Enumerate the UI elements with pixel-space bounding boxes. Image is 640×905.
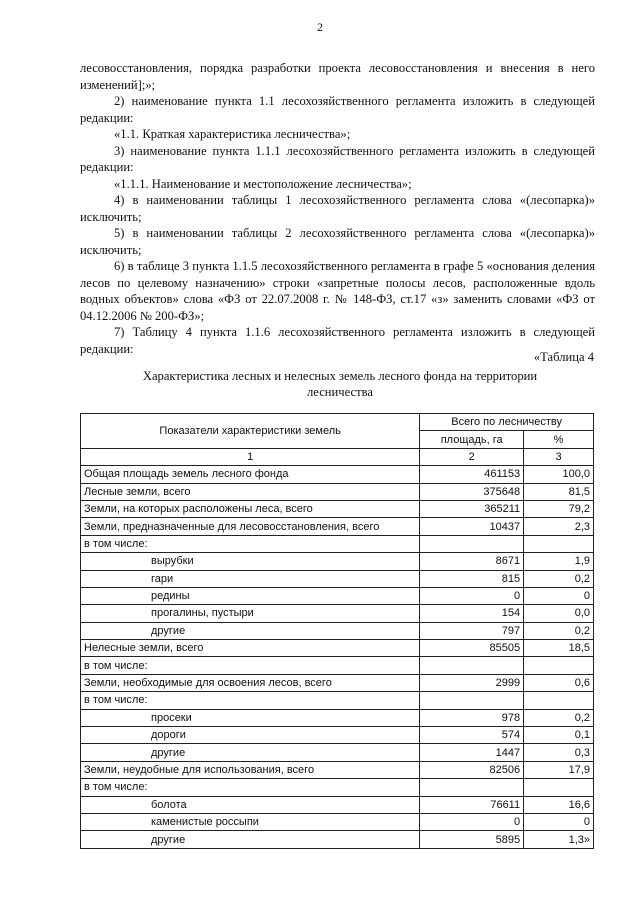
table-row xyxy=(81,535,594,552)
table-row xyxy=(81,657,594,674)
table-row xyxy=(81,622,594,639)
row-indicator: в том числе: xyxy=(81,535,420,552)
table-row xyxy=(81,813,594,830)
header-area: площадь, га xyxy=(420,431,524,448)
body-text xyxy=(80,60,595,357)
row-percent: 2,3 xyxy=(524,518,594,535)
header-percent: % xyxy=(524,431,594,448)
row-percent: 81,5 xyxy=(524,483,594,500)
table-row xyxy=(81,483,594,500)
paragraph: 2) наименование пункта 1.1 лесохозяйственного регламента изложить в следующей редакции: xyxy=(80,94,595,125)
paragraph: 5) в наименовании таблицы 2 лесохозяйственного регламента слова «(лесопарка)» исключить; xyxy=(80,226,595,257)
page-number: 2 xyxy=(317,20,323,34)
row-percent: 17,9 xyxy=(524,761,594,778)
header-indicator: Показатели характеристики земель xyxy=(81,414,420,449)
row-area: 10437 xyxy=(420,518,524,535)
row-area: 978 xyxy=(420,709,524,726)
row-percent: 0,6 xyxy=(524,674,594,691)
row-area: 85505 xyxy=(420,640,524,657)
row-percent xyxy=(524,657,594,674)
col-number: 2 xyxy=(420,448,524,465)
row-area xyxy=(420,692,524,709)
paragraph: 3) наименование пункта 1.1.1 лесохозяйственного регламента изложить в следующей редакции: xyxy=(80,143,595,174)
row-indicator: гари xyxy=(81,570,420,587)
row-percent xyxy=(524,779,594,796)
row-indicator: Общая площадь земель лесного фонда xyxy=(81,466,420,483)
row-indicator: другие xyxy=(81,744,420,761)
table-row xyxy=(81,692,594,709)
table-row xyxy=(81,761,594,778)
row-area: 82506 xyxy=(420,761,524,778)
row-percent: 16,6 xyxy=(524,796,594,813)
col-number: 3 xyxy=(524,448,594,465)
row-indicator: Земли, неудобные для использования, всего xyxy=(81,761,420,778)
row-area xyxy=(420,657,524,674)
row-percent: 0,2 xyxy=(524,570,594,587)
row-indicator: в том числе: xyxy=(81,657,420,674)
row-percent: 0,0 xyxy=(524,605,594,622)
row-percent: 1,9 xyxy=(524,553,594,570)
row-area: 1447 xyxy=(420,744,524,761)
paragraph: лесовосстановления, порядка разработки проекта лесовосстановления и внесения в него изменений];»; xyxy=(80,61,595,92)
row-percent: 18,5 xyxy=(524,640,594,657)
row-indicator: другие xyxy=(81,831,420,848)
table-row xyxy=(81,640,594,657)
row-percent: 0,2 xyxy=(524,709,594,726)
row-indicator: Земли, на которых расположены леса, всего xyxy=(81,500,420,517)
row-area: 815 xyxy=(420,570,524,587)
row-area: 797 xyxy=(420,622,524,639)
row-indicator: каменистые россыпи xyxy=(81,813,420,830)
row-percent: 0,2 xyxy=(524,622,594,639)
row-percent xyxy=(524,535,594,552)
col-number: 1 xyxy=(81,448,420,465)
paragraph: 4) в наименовании таблицы 1 лесохозяйственного регламента слова «(лесопарка)» исключить; xyxy=(80,193,595,224)
row-area: 2999 xyxy=(420,674,524,691)
row-indicator: вырубки xyxy=(81,553,420,570)
row-area: 76611 xyxy=(420,796,524,813)
table-row xyxy=(81,500,594,517)
row-indicator: Нелесные земли, всего xyxy=(81,640,420,657)
row-percent: 0,3 xyxy=(524,744,594,761)
table-row xyxy=(81,674,594,691)
row-percent: 0,1 xyxy=(524,727,594,744)
table-row xyxy=(81,518,594,535)
table-body xyxy=(81,466,594,849)
row-indicator: Лесные земли, всего xyxy=(81,483,420,500)
row-indicator: просеки xyxy=(81,709,420,726)
table-row xyxy=(81,727,594,744)
row-area: 8671 xyxy=(420,553,524,570)
table-title: Характеристика лесных и нелесных земель лесного фонда на территории лесничества xyxy=(142,369,538,399)
land-characteristics-table xyxy=(80,413,594,849)
table-row xyxy=(81,709,594,726)
row-area: 574 xyxy=(420,727,524,744)
row-percent: 0 xyxy=(524,813,594,830)
table-caption: «Таблица 4 xyxy=(533,350,594,364)
row-percent xyxy=(524,692,594,709)
row-area: 0 xyxy=(420,587,524,604)
row-indicator: другие xyxy=(81,622,420,639)
table-row xyxy=(81,587,594,604)
paragraph: 7) Таблицу 4 пункта 1.1.6 лесохозяйственного регламента изложить в следующей редакции: xyxy=(80,325,595,356)
table-row xyxy=(81,831,594,848)
row-percent: 100,0 xyxy=(524,466,594,483)
row-area xyxy=(420,535,524,552)
row-area: 5895 xyxy=(420,831,524,848)
paragraph: «1.1.1. Наименование и местоположение лесничества»; xyxy=(114,176,412,191)
table-row xyxy=(81,466,594,483)
table-row xyxy=(81,744,594,761)
row-indicator: прогалины, пустыри xyxy=(81,605,420,622)
row-indicator: Земли, необходимые для освоения лесов, всего xyxy=(81,674,420,691)
row-indicator: в том числе: xyxy=(81,779,420,796)
row-percent: 0 xyxy=(524,587,594,604)
row-indicator: в том числе: xyxy=(81,692,420,709)
row-indicator: редины xyxy=(81,587,420,604)
row-indicator: Земли, предназначенные для лесовосстановления, всего xyxy=(81,518,420,535)
row-indicator: болота xyxy=(81,796,420,813)
table-row xyxy=(81,779,594,796)
row-area: 365211 xyxy=(420,500,524,517)
row-area: 0 xyxy=(420,813,524,830)
row-area: 154 xyxy=(420,605,524,622)
table-row xyxy=(81,796,594,813)
row-percent: 1,3» xyxy=(524,831,594,848)
row-area: 375648 xyxy=(420,483,524,500)
row-indicator: дороги xyxy=(81,727,420,744)
paragraph: «1.1. Краткая характеристика лесничества»; xyxy=(114,127,351,141)
paragraph: 6) в таблице 3 пункта 1.1.5 лесохозяйственного регламента в графе 5 «основания деления лесов по целевому назначению» строки «запретные полосы лесов, расположенные вдоль водных объектов» слова «ФЗ от 22.07.2008 г. № 148-ФЗ, ст.17 «з» заменить словами «ФЗ от 04.12.2006 № 200-ФЗ»; xyxy=(80,259,595,323)
row-percent: 79,2 xyxy=(524,500,594,517)
table-row xyxy=(81,570,594,587)
row-area: 461153 xyxy=(420,466,524,483)
table-row xyxy=(81,605,594,622)
row-area xyxy=(420,779,524,796)
table-row xyxy=(81,553,594,570)
header-total: Всего по лесничеству xyxy=(420,414,594,431)
